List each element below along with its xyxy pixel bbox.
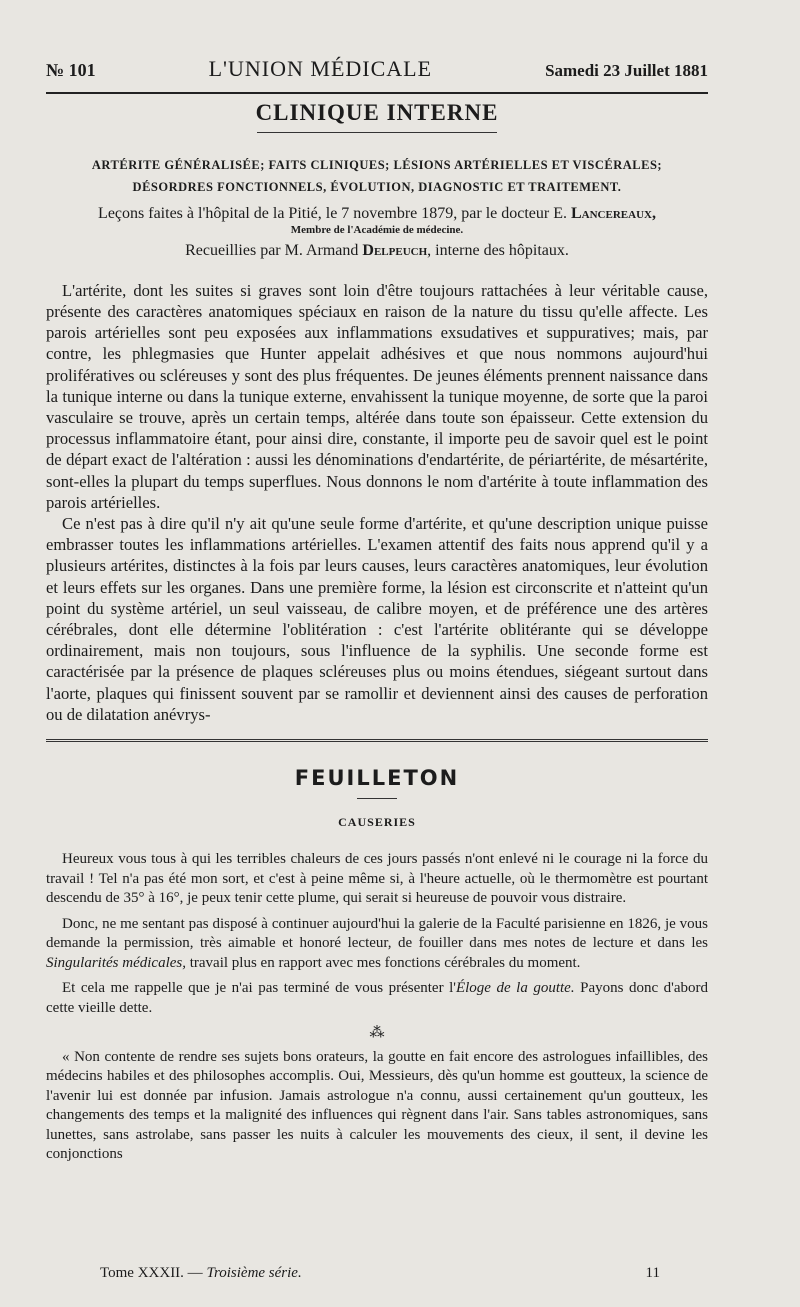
article-subject [46, 155, 708, 199]
series-label: Troisième série. [206, 1265, 302, 1281]
feuilleton-title: FEUILLETON [294, 766, 460, 791]
compiled-credit [46, 242, 708, 260]
journal-title: L'UNION MÉDICALE [208, 56, 433, 81]
masthead-rule [46, 92, 708, 94]
lecture-credit [46, 205, 708, 223]
page-footer [100, 1265, 660, 1282]
feuilleton-subtitle: CAUSERIES [338, 815, 416, 830]
p2-prefix: Donc, ne me sentant pas disposé à continuer aujourd'hui la galerie de la Faculté parisienne en 1826, je vous demande la permission, très aimable et honoré lecteur, de fouiller dans mes notes de lecture et dans les [46, 915, 708, 952]
feuilleton-body [46, 850, 708, 1165]
feuilleton-paragraph-1: Heureux vous tous à qui les terribles chaleurs de ces jours passés n'ont enlevé ni le courage ni la force du travail ! Tel n'a pas été mon sort, et c'est à peine même si, à l'heure actuelle, où le thermomètre est pourtant descendu de 35° à 16°, je peux tenir cette plume, qui serait si heureuse de pouvoir vous distraire. [46, 851, 708, 907]
issue-date: Samedi 23 Juillet 1881 [545, 61, 708, 80]
section-rule [257, 132, 497, 133]
signature-number: 11 [645, 1265, 660, 1281]
issue-number: № 101 [46, 60, 96, 80]
p3-suffix: Payons donc d'abord cette vieille dette. [46, 980, 708, 1016]
p2-title: Singularités médicales, [46, 954, 186, 971]
p2-suffix: travail plus en rapport avec mes fonctions cérébrales du moment. [189, 954, 581, 971]
article-paragraph-2: Ce n'est pas à dire qu'il n'y ait qu'une seule forme d'artérite, et qu'une description unique puisse embrasser toutes les inflammations artérielles. L'examen attentif des faits nous apprend qu'il y a plusieurs artérites, distinctes à la fois par leurs causes, leurs caractères anatomiques, leur évolution et leurs effets sur les organes. Dans une première forme, la lésion est circonscrite et n'atteint qu'un point du système artériel, un seul vaisseau, de calibre moyen, et de préférence une des artères cérébrales, dont elle détermine l'oblitération : c'est l'artérite oblitérante qui se développe ordinairement, mais non toujours, sous l'influence de la syphilis. Une seconde forme est caractérisée par la présence de plaques scléreuses plus ou moins étendues, siégeant surtout dans l'aorte, plaques qui finissent souvent par se ramollir et deviennent ainsi des causes de perforation ou de dilatation anévrys- [46, 513, 708, 724]
subject-line-2: DÉSORDRES FONCTIONNELS, ÉVOLUTION, DIAGNOSTIC ET TRAITEMENT. [132, 179, 622, 194]
compiled-suffix: , interne des hôpitaux. [427, 241, 569, 259]
feuilleton-paragraph-2 [46, 915, 708, 974]
lecture-author: Lancereaux, [571, 204, 656, 222]
article-paragraph-1: L'artérite, dont les suites si graves sont loin d'être toujours rattachées à leur véritable cause, présente des caractères anatomiques spéciaux en raison de la nature du tissu qu'elle affecte. Les parois artérielles sont peu exposées aux inflammations exsudatives et suppuratives; mais, par contre, les phlegmasies que Hunter appelait adhésives et que nous nommons aujourd'hui prolifératives ou scléreuses y sont des plus fréquentes. De jeunes éléments prennent naissance dans la tunique interne ou dans la tunique externe, envahissent la tunique moyenne, de sorte que la paroi vasculaire se trouve, après un certain temps, altérée dans toute son épaisseur. Cette extension du processus inflammatoire étant, pour ainsi dire, constante, il importe peu de savoir quel est le point de départ exact de l'altération : aussi les dénominations d'endartérite, de périartérite, de mésartérite, sont-elles la plupart du temps superflues. Nous donnons le nom d'artérite à toute inflammation des parois artérielles. [46, 280, 708, 512]
article-body [46, 280, 708, 725]
feuilleton-rule [357, 798, 397, 799]
p3-title: Éloge de la goutte. [455, 980, 575, 997]
feuilleton-divider [46, 739, 708, 742]
compiled-prefix: Recueillies par M. Armand [185, 241, 359, 259]
feuilleton-paragraph-3 [46, 979, 708, 1018]
p3-prefix: Et cela me rappelle que je n'ai pas terminé de vous présenter l' [62, 980, 456, 997]
volume-label: Tome XXXII. — [100, 1265, 203, 1281]
feuilleton-paragraph-4: « Non contente de rendre ses sujets bons orateurs, la goutte en fait encore des astrologues infaillibles, des médecins habiles et des philosophes accomplis. Oui, Messieurs, dès qu'un homme est goutteux, la science de l'avenir lui est donnée par infusion. Jamais astrologue n'a connu, aussi certainement qu'un goutteux, les changements des temps et la malignité des influences qui règnent dans l'air. Sans tables astronomiques, sans lunettes, sans astrolabe, sans passer les nuits à calculer les mouvements des cieux, il sent, il devine les conjonctions [46, 1048, 708, 1163]
section-title: CLINIQUE INTERNE [255, 100, 499, 125]
subject-line-1: ARTÉRITE GÉNÉRALISÉE; FAITS CLINIQUES; LÉSIONS ARTÉRIELLES ET VISCÉRALES; [91, 158, 663, 172]
masthead [46, 56, 708, 82]
lecture-prefix: Leçons faites à l'hôpital de la Pitié, le 7 novembre 1879, par le docteur E. [98, 204, 567, 222]
asterism: ⁂ [369, 1025, 385, 1042]
author-title: Membre de l'Académie de médecine. [290, 223, 464, 236]
compiled-name: Delpeuch [362, 241, 428, 259]
footer-volume [100, 1265, 302, 1282]
